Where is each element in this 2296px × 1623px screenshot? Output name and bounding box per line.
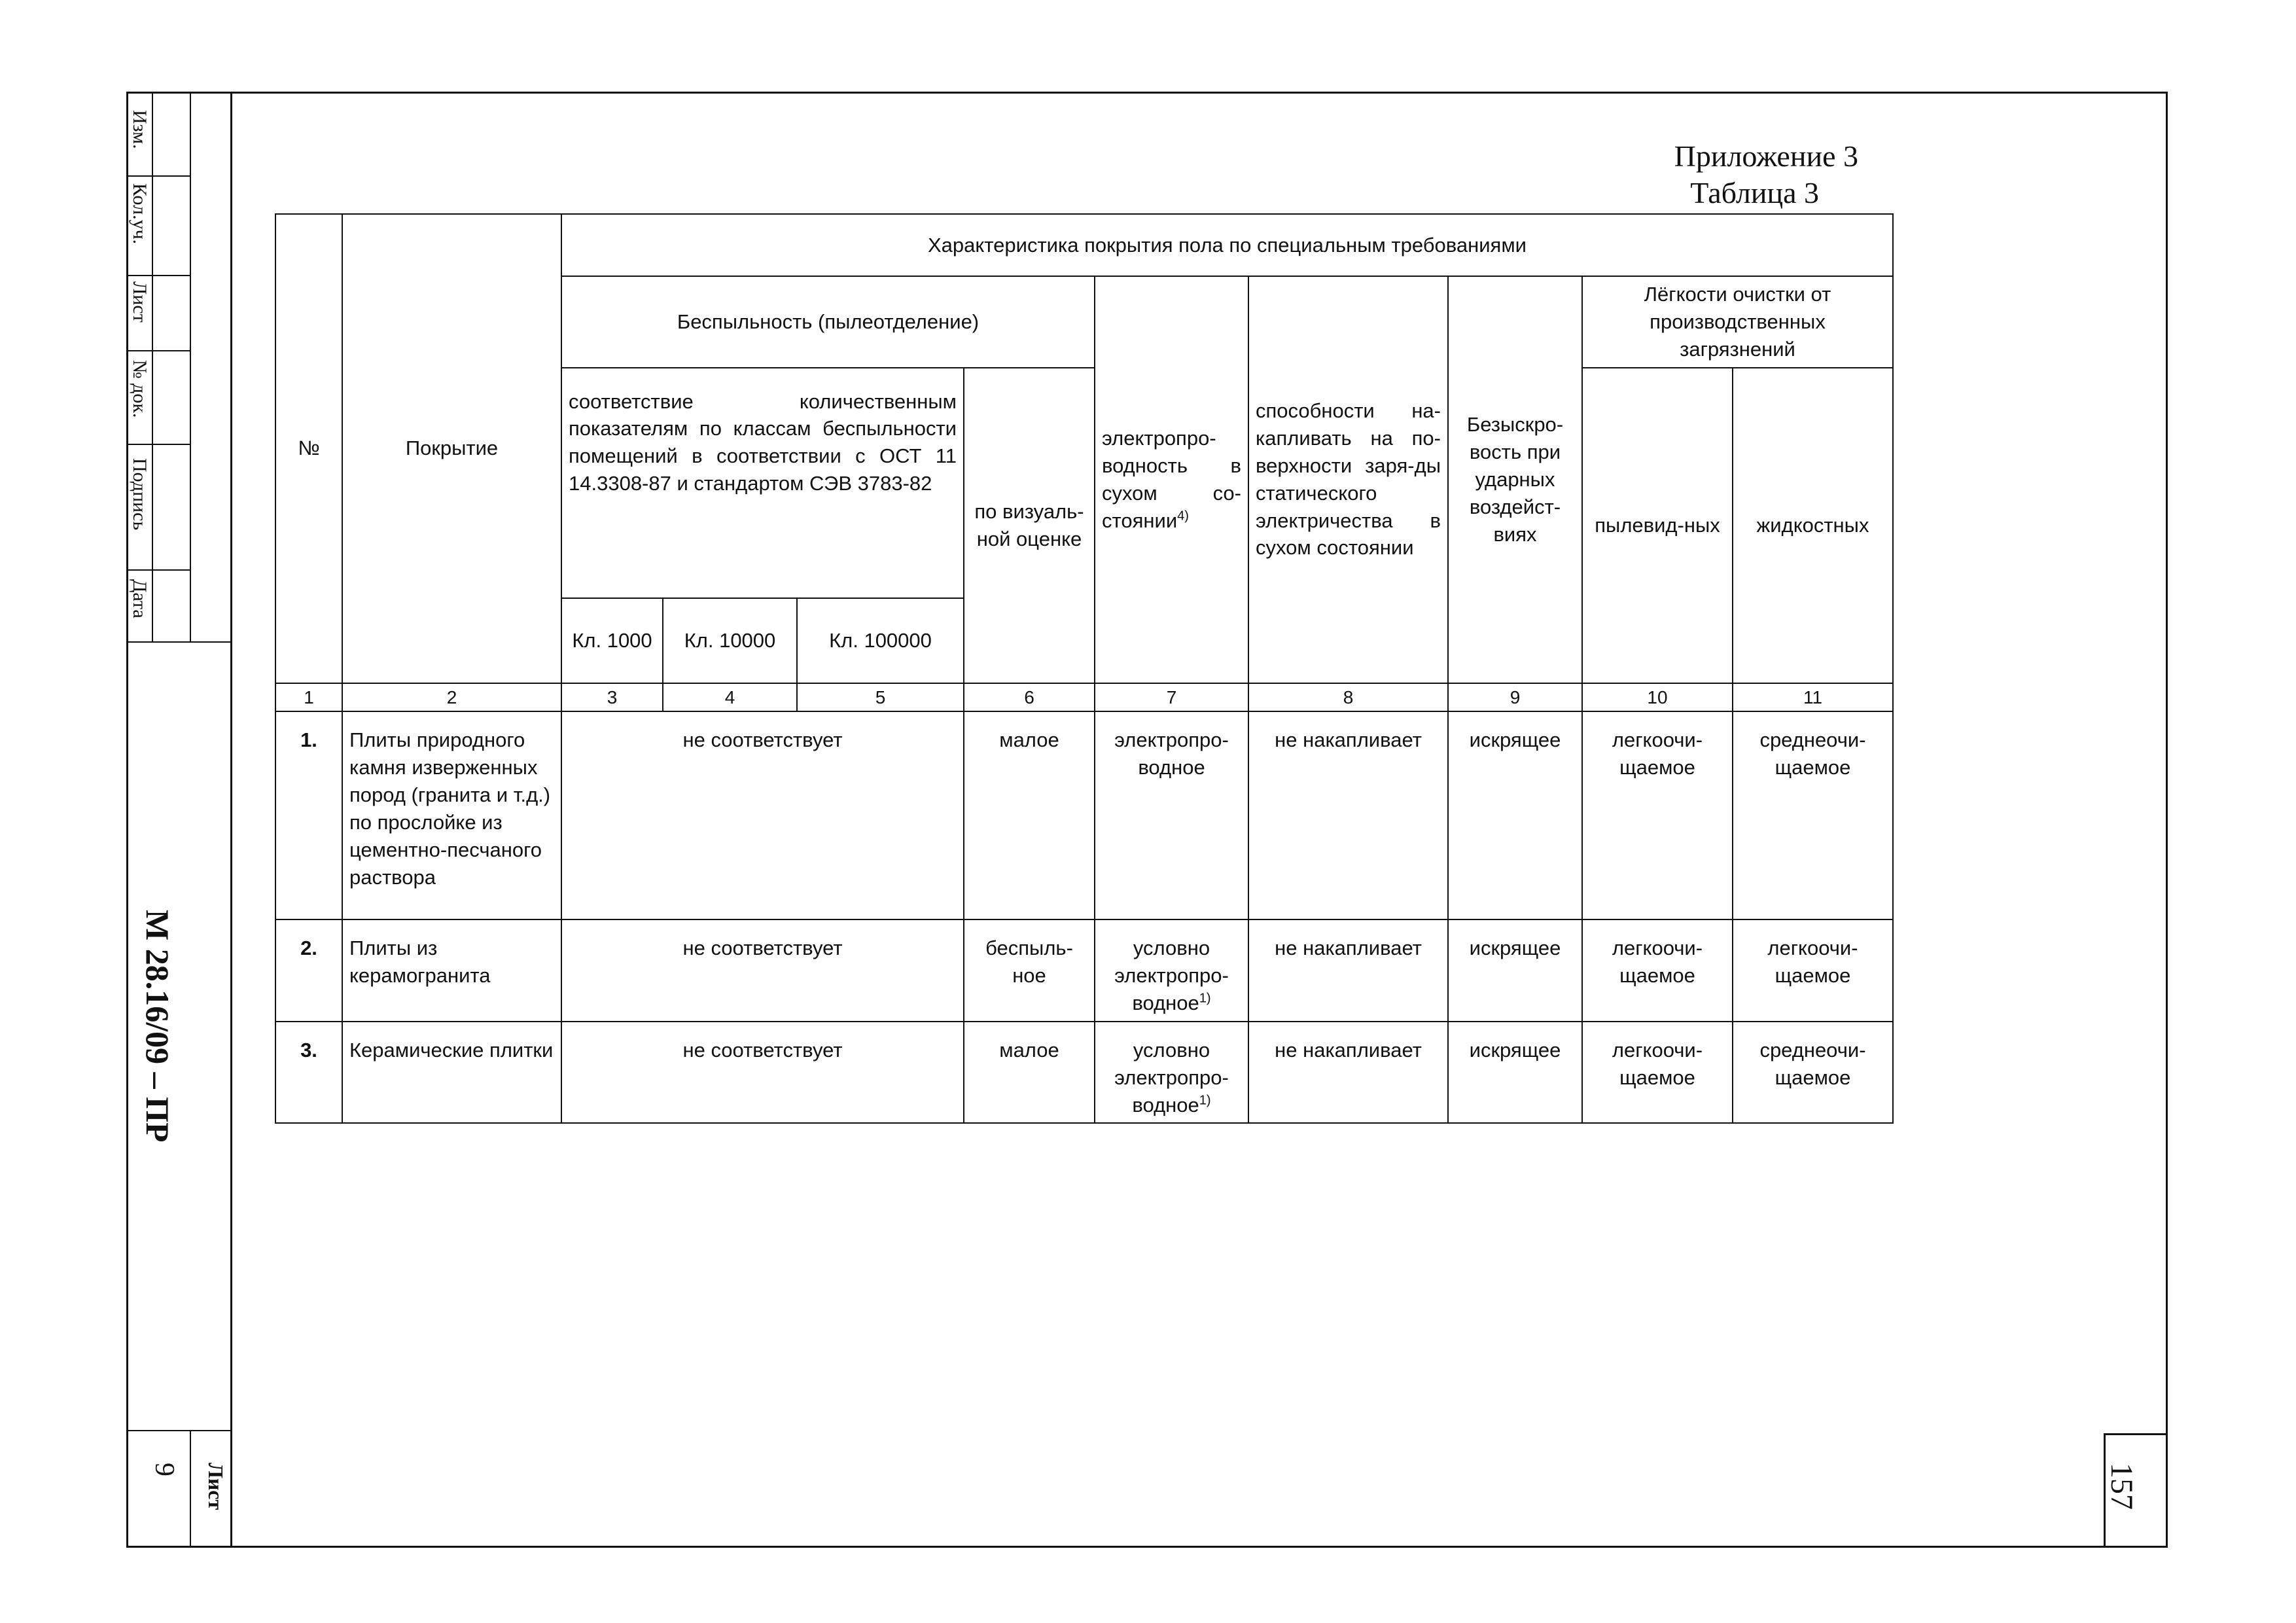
col-number: 2 bbox=[342, 683, 561, 712]
header-number: № bbox=[275, 214, 342, 683]
table-title: Таблица 3 bbox=[1690, 176, 1819, 209]
header-dustless-compliance: соответствие количественным показателям по классам беспыльности помещений в соответствии с ОСТ 11 14.3308-87 и стандартом СЭВ 3783-82 bbox=[561, 368, 964, 598]
row-visual: малое bbox=[964, 1022, 1095, 1124]
row-number: 1. bbox=[275, 711, 342, 919]
row-sparkless: искрящее bbox=[1448, 711, 1582, 919]
col-number: 9 bbox=[1448, 683, 1582, 712]
row-compliance: не соответствует bbox=[561, 711, 964, 919]
col-number: 6 bbox=[964, 683, 1095, 712]
row-number: 3. bbox=[275, 1022, 342, 1124]
row-liquid: легкоочи-щаемое bbox=[1733, 919, 1893, 1022]
row-dust: легкоочи-щаемое bbox=[1582, 919, 1733, 1022]
frame-stamp-divider bbox=[230, 92, 232, 1548]
appendix-title: Приложение 3 bbox=[1674, 139, 1858, 173]
sheet-label: Лист bbox=[204, 1463, 228, 1510]
row-conductivity: условно электропро-водное$^{1)}$ bbox=[1095, 1022, 1248, 1124]
header-cover: Покрытие bbox=[342, 214, 561, 683]
header-kl10000: Кл. 10000 bbox=[663, 598, 797, 683]
header-dustless: Беспыльность (пылеотделение) bbox=[561, 276, 1095, 368]
header-sparkless: Безыскро-вость при ударных воздейст-виях bbox=[1448, 276, 1582, 683]
stamp-kol-uch-label: Кол.уч. bbox=[129, 183, 150, 245]
row-visual: малое bbox=[964, 711, 1095, 919]
header-visual: по визуаль-ной оценке bbox=[964, 368, 1095, 683]
row-dust: легкоочи-щаемое bbox=[1582, 711, 1733, 919]
row-cover: Плиты природного камня изверженных пород (гранита и т.д.) по прослойке из цементно-песчаного раствора bbox=[342, 711, 561, 919]
row-compliance: не соответствует bbox=[561, 1022, 964, 1124]
col-number: 11 bbox=[1733, 683, 1893, 712]
header-static: способности на-капливать на по-верхности заря-ды статического электричества в сухом состоянии bbox=[1248, 276, 1448, 683]
stamp-izm-label: Изм. bbox=[129, 110, 150, 149]
header-kl100000: Кл. 100000 bbox=[797, 598, 964, 683]
table-row bbox=[275, 1022, 1893, 1124]
document-code: М 28.16/09 – ПР bbox=[139, 910, 176, 1143]
row-dust: легкоочи-щаемое bbox=[1582, 1022, 1733, 1124]
row-static: не накапливает bbox=[1248, 919, 1448, 1022]
header-kl1000: Кл. 1000 bbox=[561, 598, 663, 683]
row-static: не накапливает bbox=[1248, 1022, 1448, 1124]
col-number: 10 bbox=[1582, 683, 1733, 712]
table-row bbox=[275, 711, 1893, 919]
row-cover: Керамические плитки bbox=[342, 1022, 561, 1124]
header-liquid: жидкостных bbox=[1733, 368, 1893, 683]
row-sparkless: искрящее bbox=[1448, 919, 1582, 1022]
header-cleaning: Лёгкости очистки от производственных загрязнений bbox=[1582, 276, 1893, 368]
col-number: 1 bbox=[275, 683, 342, 712]
page-number: 157 bbox=[2104, 1463, 2139, 1510]
col-number: 5 bbox=[797, 683, 964, 712]
row-static: не накапливает bbox=[1248, 711, 1448, 919]
row-sparkless: искрящее bbox=[1448, 1022, 1582, 1124]
col-number: 8 bbox=[1248, 683, 1448, 712]
stamp-doc-no-label: № док. bbox=[129, 360, 150, 418]
table-row bbox=[275, 919, 1893, 1022]
stamp-signature-label: Подпись bbox=[129, 458, 150, 531]
col-number: 4 bbox=[663, 683, 797, 712]
row-conductivity: электропро-водное bbox=[1095, 711, 1248, 919]
row-visual: беспыль-ное bbox=[964, 919, 1095, 1022]
row-cover: Плиты из керамогранита bbox=[342, 919, 561, 1022]
stamp-date-label: Дата bbox=[129, 579, 150, 618]
header-group-title: Характеристика покрытия пола по специальным требованиями bbox=[561, 214, 1893, 276]
header-dust-like: пылевид-ных bbox=[1582, 368, 1733, 683]
sheet-number: 9 bbox=[149, 1463, 179, 1476]
floor-coating-table bbox=[275, 213, 1894, 1124]
row-conductivity: условно электропро-водное$^{1)}$ bbox=[1095, 919, 1248, 1022]
row-liquid: среднеочи-щаемое bbox=[1733, 711, 1893, 919]
header-conductivity: электропро-водность в сухом со-стоянии$^{4)}$ bbox=[1095, 276, 1248, 683]
col-number: 3 bbox=[561, 683, 663, 712]
row-liquid: среднеочи-щаемое bbox=[1733, 1022, 1893, 1124]
stamp-list-label: Лист bbox=[129, 281, 150, 323]
row-number: 2. bbox=[275, 919, 342, 1022]
row-compliance: не соответствует bbox=[561, 919, 964, 1022]
col-number: 7 bbox=[1095, 683, 1248, 712]
